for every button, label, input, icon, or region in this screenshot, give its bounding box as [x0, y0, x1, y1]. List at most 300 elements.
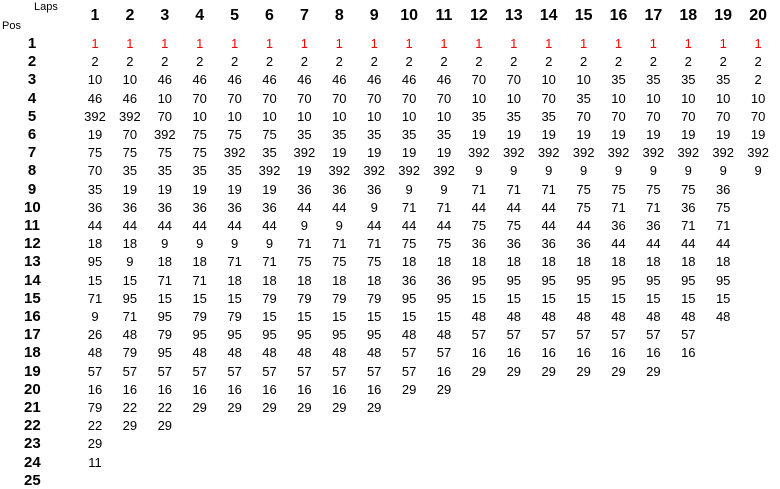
car-number-cell: 35: [681, 72, 696, 88]
car-number-cell: 36: [681, 199, 696, 215]
car-number-cell: 79: [297, 290, 312, 306]
leader-cell: 1: [545, 36, 553, 51]
car-number-cell: 36: [122, 199, 138, 215]
car-number-cell: 392: [363, 163, 386, 179]
car-number-cell: 70: [332, 90, 347, 106]
lap-header: 7: [299, 7, 309, 24]
car-number-cell: 16: [436, 363, 452, 379]
car-number-cell: 9: [684, 163, 692, 179]
car-number-cell: 29: [576, 363, 591, 379]
car-number-cell: 71: [227, 254, 242, 270]
car-number-cell: 46: [192, 72, 207, 88]
car-number-cell: 57: [157, 363, 173, 379]
car-number-cell: 9: [579, 163, 588, 179]
car-number-cell: 36: [541, 236, 556, 252]
car-number-cell: 15: [646, 290, 661, 306]
car-number-cell: 18: [192, 254, 207, 270]
car-number-cell: 22: [122, 400, 138, 415]
car-number-cell: 71: [401, 199, 417, 215]
car-number-cell: 2: [126, 54, 134, 70]
car-number-cell: 22: [87, 418, 103, 434]
car-number-cell: 35: [332, 127, 347, 142]
car-number-cell: 71: [506, 181, 522, 197]
car-number-cell: 22: [157, 400, 173, 415]
car-number-cell: 2: [230, 54, 239, 70]
car-number-cell: 48: [646, 309, 661, 324]
car-number-cell: 15: [681, 290, 696, 306]
car-number-cell: 71: [646, 199, 661, 215]
car-number-cell: 75: [436, 236, 452, 252]
car-number-cell: 16: [157, 381, 173, 397]
car-number-cell: 75: [681, 181, 696, 197]
car-number-cell: 29: [611, 363, 626, 379]
car-number-cell: 15: [471, 290, 487, 306]
car-number-cell: 44: [681, 236, 696, 252]
car-number-cell: 48: [471, 309, 487, 324]
car-number-cell: 9: [649, 163, 657, 179]
leader-cell: 1: [196, 36, 204, 51]
car-number-cell: 9: [230, 236, 239, 252]
car-number-cell: 15: [122, 272, 138, 288]
car-number-cell: 48: [611, 309, 626, 324]
car-number-cell: 57: [192, 363, 207, 379]
car-number-cell: 70: [611, 108, 626, 124]
car-number-cell: 2: [754, 54, 762, 70]
leader-cell: 1: [265, 36, 274, 51]
car-number-cell: 71: [192, 272, 207, 288]
car-number-cell: 36: [366, 181, 382, 197]
car-number-cell: 19: [471, 127, 487, 142]
car-number-cell: 18: [715, 254, 731, 270]
car-number-cell: 2: [649, 54, 657, 70]
laps-axis-title: Laps: [34, 1, 58, 13]
car-number-cell: 75: [227, 127, 242, 142]
car-number-cell: 36: [297, 181, 312, 197]
car-number-cell: 44: [436, 218, 452, 233]
position-header: 7: [27, 144, 37, 162]
leader-cell: 1: [161, 36, 169, 51]
car-number-cell: 29: [122, 418, 138, 434]
car-number-cell: 392: [607, 145, 630, 161]
car-number-cell: 19: [366, 145, 382, 161]
car-number-cell: 46: [122, 90, 138, 106]
position-header: 11: [24, 217, 40, 234]
car-number-cell: 57: [611, 327, 626, 343]
car-number-cell: 44: [611, 236, 626, 252]
car-number-cell: 71: [87, 290, 103, 306]
car-number-cell: 10: [227, 108, 242, 124]
car-number-cell: 16: [332, 381, 347, 397]
car-number-cell: 44: [262, 218, 277, 233]
leader-cell: 1: [126, 36, 134, 51]
lap-header: 14: [539, 7, 558, 24]
car-number-cell: 392: [293, 145, 316, 161]
position-header: 18: [24, 344, 41, 362]
car-number-cell: 2: [335, 54, 343, 70]
car-number-cell: 48: [401, 327, 417, 343]
car-number-cell: 70: [506, 72, 522, 88]
car-number-cell: 10: [297, 108, 312, 124]
car-number-cell: 392: [84, 108, 106, 124]
car-number-cell: 48: [436, 327, 452, 343]
pos-axis-title: Pos: [2, 20, 21, 32]
car-number-cell: 19: [541, 127, 556, 142]
car-number-cell: 35: [436, 127, 452, 142]
car-number-cell: 9: [265, 236, 274, 252]
car-number-cell: 9: [754, 163, 762, 179]
car-number-cell: 15: [157, 290, 173, 306]
car-number-cell: 95: [87, 254, 103, 270]
car-number-cell: 9: [126, 254, 134, 270]
leader-cell: 1: [475, 36, 483, 51]
car-number-cell: 392: [258, 163, 281, 179]
car-number-cell: 16: [87, 381, 103, 397]
car-number-cell: 10: [122, 72, 138, 88]
car-number-cell: 19: [122, 181, 138, 197]
car-number-cell: 71: [541, 181, 556, 197]
lap-header: 1: [90, 7, 100, 24]
car-number-cell: 35: [366, 127, 382, 142]
car-number-cell: 18: [436, 254, 452, 270]
car-number-cell: 35: [227, 163, 242, 179]
car-number-cell: 29: [401, 381, 417, 397]
car-number-cell: 70: [681, 108, 696, 124]
car-number-cell: 9: [196, 236, 204, 252]
car-number-cell: 79: [192, 309, 207, 324]
car-number-cell: 71: [436, 199, 452, 215]
car-number-cell: 392: [537, 145, 560, 161]
car-number-cell: 392: [712, 145, 735, 161]
car-number-cell: 71: [681, 218, 696, 233]
car-number-cell: 19: [576, 127, 591, 142]
car-number-cell: 2: [545, 54, 553, 70]
car-number-cell: 75: [192, 145, 207, 161]
car-number-cell: 35: [157, 163, 173, 179]
car-number-cell: 29: [506, 363, 522, 379]
car-number-cell: 48: [715, 309, 731, 324]
position-header: 8: [27, 162, 37, 180]
car-number-cell: 36: [332, 181, 347, 197]
car-number-cell: 10: [401, 108, 417, 124]
leader-cell: 1: [649, 36, 657, 51]
car-number-cell: 46: [366, 72, 382, 88]
car-number-cell: 16: [471, 345, 487, 361]
car-number-cell: 75: [122, 145, 138, 161]
car-number-cell: 36: [506, 236, 522, 252]
lap-header: 18: [679, 7, 698, 24]
car-number-cell: 36: [471, 236, 487, 252]
car-number-cell: 18: [122, 236, 138, 252]
car-number-cell: 15: [576, 290, 591, 306]
car-number-cell: 75: [646, 181, 661, 197]
car-number-cell: 392: [153, 127, 176, 142]
car-number-cell: 48: [87, 345, 103, 361]
car-number-cell: 35: [541, 108, 556, 124]
leader-cell: 1: [405, 36, 413, 51]
leader-cell: 1: [91, 36, 99, 51]
leader-cell: 1: [440, 36, 448, 51]
position-header: 14: [24, 271, 41, 289]
car-number-cell: 36: [87, 199, 103, 215]
car-number-cell: 35: [87, 181, 103, 197]
car-number-cell: 75: [87, 145, 103, 161]
car-number-cell: 2: [684, 54, 692, 70]
car-number-cell: 2: [719, 54, 727, 70]
car-number-cell: 57: [506, 327, 522, 343]
car-number-cell: 16: [262, 381, 277, 397]
car-number-cell: 2: [300, 54, 308, 70]
car-number-cell: 9: [510, 163, 518, 179]
car-number-cell: 15: [192, 290, 207, 306]
car-number-cell: 18: [262, 272, 277, 288]
position-header: 10: [24, 198, 41, 216]
car-number-cell: 10: [541, 72, 556, 88]
car-number-cell: 71: [157, 272, 173, 288]
car-number-cell: 9: [335, 218, 343, 233]
car-number-cell: 18: [332, 272, 347, 288]
car-number-cell: 95: [436, 290, 452, 306]
car-number-cell: 18: [227, 272, 242, 288]
car-number-cell: 95: [541, 272, 556, 288]
car-number-cell: 46: [157, 72, 173, 88]
car-number-cell: 71: [297, 236, 312, 252]
car-number-cell: 18: [157, 254, 173, 270]
lap-header: 5: [230, 7, 240, 24]
car-number-cell: 35: [297, 127, 312, 142]
car-number-cell: 75: [366, 254, 382, 270]
car-number-cell: 36: [646, 218, 661, 233]
car-number-cell: 71: [715, 218, 731, 233]
car-number-cell: 48: [541, 309, 556, 324]
car-number-cell: 36: [611, 218, 626, 233]
car-number-cell: 70: [192, 90, 207, 106]
car-number-cell: 2: [510, 54, 518, 70]
car-number-cell: 70: [297, 90, 312, 106]
car-number-cell: 71: [262, 254, 277, 270]
car-number-cell: 15: [262, 309, 277, 324]
car-number-cell: 16: [366, 381, 382, 397]
car-number-cell: 70: [715, 108, 731, 124]
car-number-cell: 35: [471, 108, 487, 124]
car-number-cell: 2: [754, 72, 762, 88]
lap-header: 4: [195, 7, 205, 24]
car-number-cell: 392: [572, 145, 595, 161]
car-number-cell: 44: [157, 218, 173, 233]
car-number-cell: 2: [614, 54, 623, 70]
leader-cell: 1: [300, 36, 308, 51]
car-number-cell: 70: [157, 108, 173, 124]
car-number-cell: 57: [401, 363, 417, 379]
car-number-cell: 18: [541, 254, 556, 270]
car-number-cell: 18: [87, 236, 103, 252]
car-number-cell: 16: [122, 381, 138, 397]
car-number-cell: 2: [370, 54, 378, 70]
car-number-cell: 95: [366, 327, 382, 343]
car-number-cell: 15: [506, 290, 522, 306]
car-number-cell: 95: [262, 327, 277, 343]
car-number-cell: 16: [192, 381, 207, 397]
car-number-cell: 46: [332, 72, 347, 88]
lap-header: 11: [435, 7, 453, 24]
car-number-cell: 70: [471, 72, 487, 88]
lap-header: 10: [400, 7, 418, 24]
car-number-cell: 95: [576, 272, 591, 288]
car-number-cell: 19: [401, 145, 417, 161]
car-number-cell: 29: [192, 400, 207, 415]
car-number-cell: 15: [541, 290, 556, 306]
position-header: 21: [24, 399, 41, 416]
car-number-cell: 19: [750, 127, 766, 142]
car-number-cell: 46: [401, 72, 417, 88]
car-number-cell: 70: [646, 108, 661, 124]
position-header: 5: [27, 107, 37, 125]
car-number-cell: 44: [366, 218, 382, 233]
position-header: 13: [24, 253, 41, 271]
car-number-cell: 35: [262, 145, 277, 161]
position-header: 12: [24, 235, 41, 253]
car-number-cell: 9: [300, 218, 308, 233]
car-number-cell: 19: [681, 127, 696, 142]
car-number-cell: 44: [715, 236, 731, 252]
car-number-cell: 29: [436, 381, 452, 397]
car-number-cell: 11: [88, 454, 102, 470]
position-header: 25: [24, 471, 41, 489]
car-number-cell: 48: [332, 345, 347, 361]
car-number-cell: 95: [157, 345, 173, 361]
car-number-cell: 35: [192, 163, 207, 179]
car-number-cell: 19: [506, 127, 522, 142]
car-number-cell: 29: [297, 400, 312, 415]
car-number-cell: 57: [227, 363, 242, 379]
car-number-cell: 44: [401, 218, 417, 233]
car-number-cell: 2: [161, 54, 169, 70]
car-number-cell: 10: [87, 72, 103, 88]
car-number-cell: 15: [611, 290, 626, 306]
car-number-cell: 16: [576, 345, 591, 361]
car-number-cell: 36: [262, 199, 277, 215]
car-number-cell: 48: [227, 345, 242, 361]
car-number-cell: 57: [436, 345, 452, 361]
car-number-cell: 15: [436, 309, 452, 324]
car-number-cell: 35: [646, 72, 661, 88]
position-header: 16: [24, 308, 41, 325]
car-number-cell: 29: [471, 363, 487, 379]
car-number-cell: 35: [576, 90, 591, 106]
car-number-cell: 79: [262, 290, 277, 306]
car-number-cell: 79: [122, 345, 138, 361]
car-number-cell: 392: [642, 145, 665, 161]
car-number-cell: 10: [436, 108, 452, 124]
car-number-cell: 75: [576, 199, 591, 215]
car-number-cell: 29: [541, 363, 556, 379]
car-number-cell: 71: [471, 181, 487, 197]
leader-cell: 1: [579, 36, 588, 51]
car-number-cell: 9: [440, 181, 448, 197]
leader-cell: 1: [370, 36, 378, 51]
car-number-cell: 392: [119, 108, 141, 124]
car-number-cell: 392: [468, 145, 490, 161]
car-number-cell: 15: [332, 309, 347, 324]
lap-header: 13: [504, 7, 523, 24]
car-number-cell: 48: [297, 345, 312, 361]
car-number-cell: 16: [227, 381, 242, 397]
car-number-cell: 44: [297, 199, 312, 215]
car-number-cell: 75: [715, 199, 731, 215]
car-number-cell: 10: [506, 90, 522, 106]
car-number-cell: 19: [157, 181, 173, 197]
car-number-cell: 70: [436, 90, 452, 106]
car-number-cell: 18: [297, 272, 312, 288]
car-number-cell: 95: [681, 272, 696, 288]
car-number-cell: 19: [332, 145, 347, 161]
car-number-cell: 9: [475, 163, 483, 179]
car-number-cell: 71: [366, 236, 382, 252]
car-number-cell: 9: [614, 163, 623, 179]
car-number-cell: 48: [122, 327, 138, 343]
car-number-cell: 95: [332, 327, 347, 343]
car-number-cell: 57: [576, 327, 591, 343]
car-number-cell: 48: [192, 345, 207, 361]
car-number-cell: 2: [196, 54, 204, 70]
car-number-cell: 15: [87, 272, 103, 288]
car-number-cell: 79: [366, 290, 382, 306]
car-number-cell: 70: [366, 90, 382, 106]
car-number-cell: 79: [332, 290, 347, 306]
car-number-cell: 9: [719, 163, 727, 179]
car-number-cell: 36: [715, 181, 731, 197]
car-number-cell: 95: [122, 290, 138, 306]
position-header: 24: [24, 453, 41, 471]
car-number-cell: 75: [332, 254, 347, 270]
car-number-cell: 95: [227, 327, 242, 343]
car-number-cell: 16: [681, 345, 696, 361]
leader-cell: 1: [335, 36, 343, 51]
car-number-cell: 44: [506, 199, 522, 215]
car-number-cell: 9: [370, 199, 378, 215]
car-number-cell: 29: [227, 400, 242, 415]
car-number-cell: 19: [646, 127, 661, 142]
lap-header: 15: [574, 7, 593, 24]
car-number-cell: 44: [646, 236, 661, 252]
car-number-cell: 10: [576, 72, 591, 88]
car-number-cell: 44: [227, 218, 242, 233]
car-number-cell: 79: [227, 309, 242, 324]
car-number-cell: 44: [541, 199, 556, 215]
car-number-cell: 57: [646, 327, 661, 343]
car-number-cell: 48: [576, 309, 591, 324]
leader-cell: 1: [614, 36, 623, 51]
car-number-cell: 18: [506, 254, 522, 270]
car-number-cell: 95: [611, 272, 626, 288]
car-number-cell: 10: [192, 108, 207, 124]
car-number-cell: 19: [715, 127, 731, 142]
car-number-cell: 392: [747, 145, 769, 161]
car-number-cell: 2: [91, 54, 99, 70]
car-number-cell: 10: [262, 108, 277, 124]
car-number-cell: 48: [506, 309, 522, 324]
car-number-cell: 75: [576, 181, 591, 197]
car-number-cell: 16: [297, 381, 312, 397]
car-number-cell: 57: [87, 363, 103, 379]
leader-cell: 1: [684, 36, 692, 51]
car-number-cell: 95: [157, 309, 173, 324]
car-number-cell: 2: [265, 54, 274, 70]
car-number-cell: 15: [366, 309, 382, 324]
position-header: 3: [27, 71, 37, 89]
car-number-cell: 70: [87, 163, 103, 179]
car-number-cell: 95: [715, 272, 731, 288]
position-header: 20: [24, 380, 41, 398]
